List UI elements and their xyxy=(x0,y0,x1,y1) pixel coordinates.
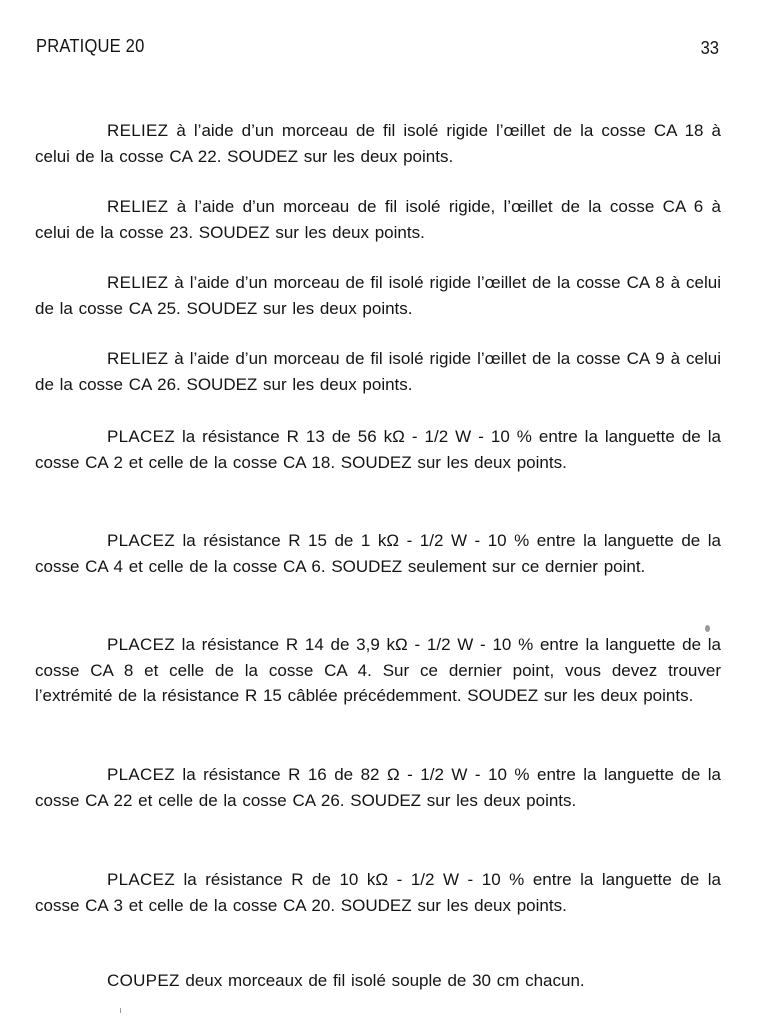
instruction-paragraph xyxy=(35,194,721,245)
instruction-keyword: PLACEZ xyxy=(107,427,175,446)
scan-speck xyxy=(120,1008,121,1013)
instruction-text: à l’aide d’un morceau de fil isolé rigide l’œillet de la cosse CA 18 à celui de la cosse CA 22. SOUDEZ sur les deux points. xyxy=(35,121,721,166)
instruction-text: la résistance R 16 de 82 Ω - 1/2 W - 10 % entre la languette de la cosse CA 22 et celle de la cosse CA 26. SOUDEZ sur les deux points. xyxy=(35,765,721,810)
instruction-text: deux morceaux de fil isolé souple de 30 cm chacun. xyxy=(179,971,585,990)
instruction-paragraph xyxy=(35,270,721,321)
instruction-paragraph xyxy=(35,762,721,813)
instruction-text: la résistance R 13 de 56 kΩ - 1/2 W - 10 % entre la languette de la cosse CA 2 et celle de la cosse CA 18. SOUDEZ sur les deux points. xyxy=(35,427,721,472)
instruction-keyword: RELIEZ xyxy=(107,349,169,368)
instruction-keyword: RELIEZ xyxy=(107,121,169,140)
instruction-keyword: RELIEZ xyxy=(107,273,169,292)
instruction-paragraph xyxy=(35,346,721,397)
instruction-text: la résistance R 15 de 1 kΩ - 1/2 W - 10 % entre la languette de la cosse CA 4 et celle de la cosse CA 6. SOUDEZ seulement sur ce dernier point. xyxy=(35,531,721,576)
instruction-paragraph xyxy=(35,632,721,709)
instruction-paragraph xyxy=(35,867,721,918)
instruction-paragraph xyxy=(35,528,721,579)
section-title: PRATIQUE 20 xyxy=(36,36,145,56)
instruction-keyword: RELIEZ xyxy=(107,197,169,216)
instruction-text: la résistance R 14 de 3,9 kΩ - 1/2 W - 10 % entre la languette de la cosse CA 8 et celle de la cosse CA 4. Sur ce dernier point, vous devez trouver l’extrémité de la résistance R 15 câblée précédemment. SOUDEZ sur les deux points. xyxy=(35,635,721,705)
instruction-keyword: PLACEZ xyxy=(107,531,175,550)
instruction-paragraph xyxy=(35,118,721,169)
instruction-keyword: PLACEZ xyxy=(107,635,175,654)
instruction-text: à l’aide d’un morceau de fil isolé rigide l’œillet de la cosse CA 8 à celui de la cosse CA 25. SOUDEZ sur les deux points. xyxy=(35,273,721,318)
instruction-keyword: PLACEZ xyxy=(107,870,175,889)
instruction-text: à l’aide d’un morceau de fil isolé rigide l’œillet de la cosse CA 9 à celui de la cosse CA 26. SOUDEZ sur les deux points. xyxy=(35,349,721,394)
scan-speck xyxy=(705,625,710,632)
instruction-keyword: COUPEZ xyxy=(107,971,180,990)
instruction-paragraph xyxy=(35,968,721,994)
instruction-paragraph xyxy=(35,424,721,475)
instruction-text: à l’aide d’un morceau de fil isolé rigide, l’œillet de la cosse CA 6 à celui de la cosse 23. SOUDEZ sur les deux points. xyxy=(35,197,721,242)
page-number: 33 xyxy=(700,38,719,58)
instruction-keyword: PLACEZ xyxy=(107,765,175,784)
instruction-text: la résistance R de 10 kΩ - 1/2 W - 10 % entre la languette de la cosse CA 3 et celle de la cosse CA 20. SOUDEZ sur les deux points. xyxy=(35,870,721,915)
